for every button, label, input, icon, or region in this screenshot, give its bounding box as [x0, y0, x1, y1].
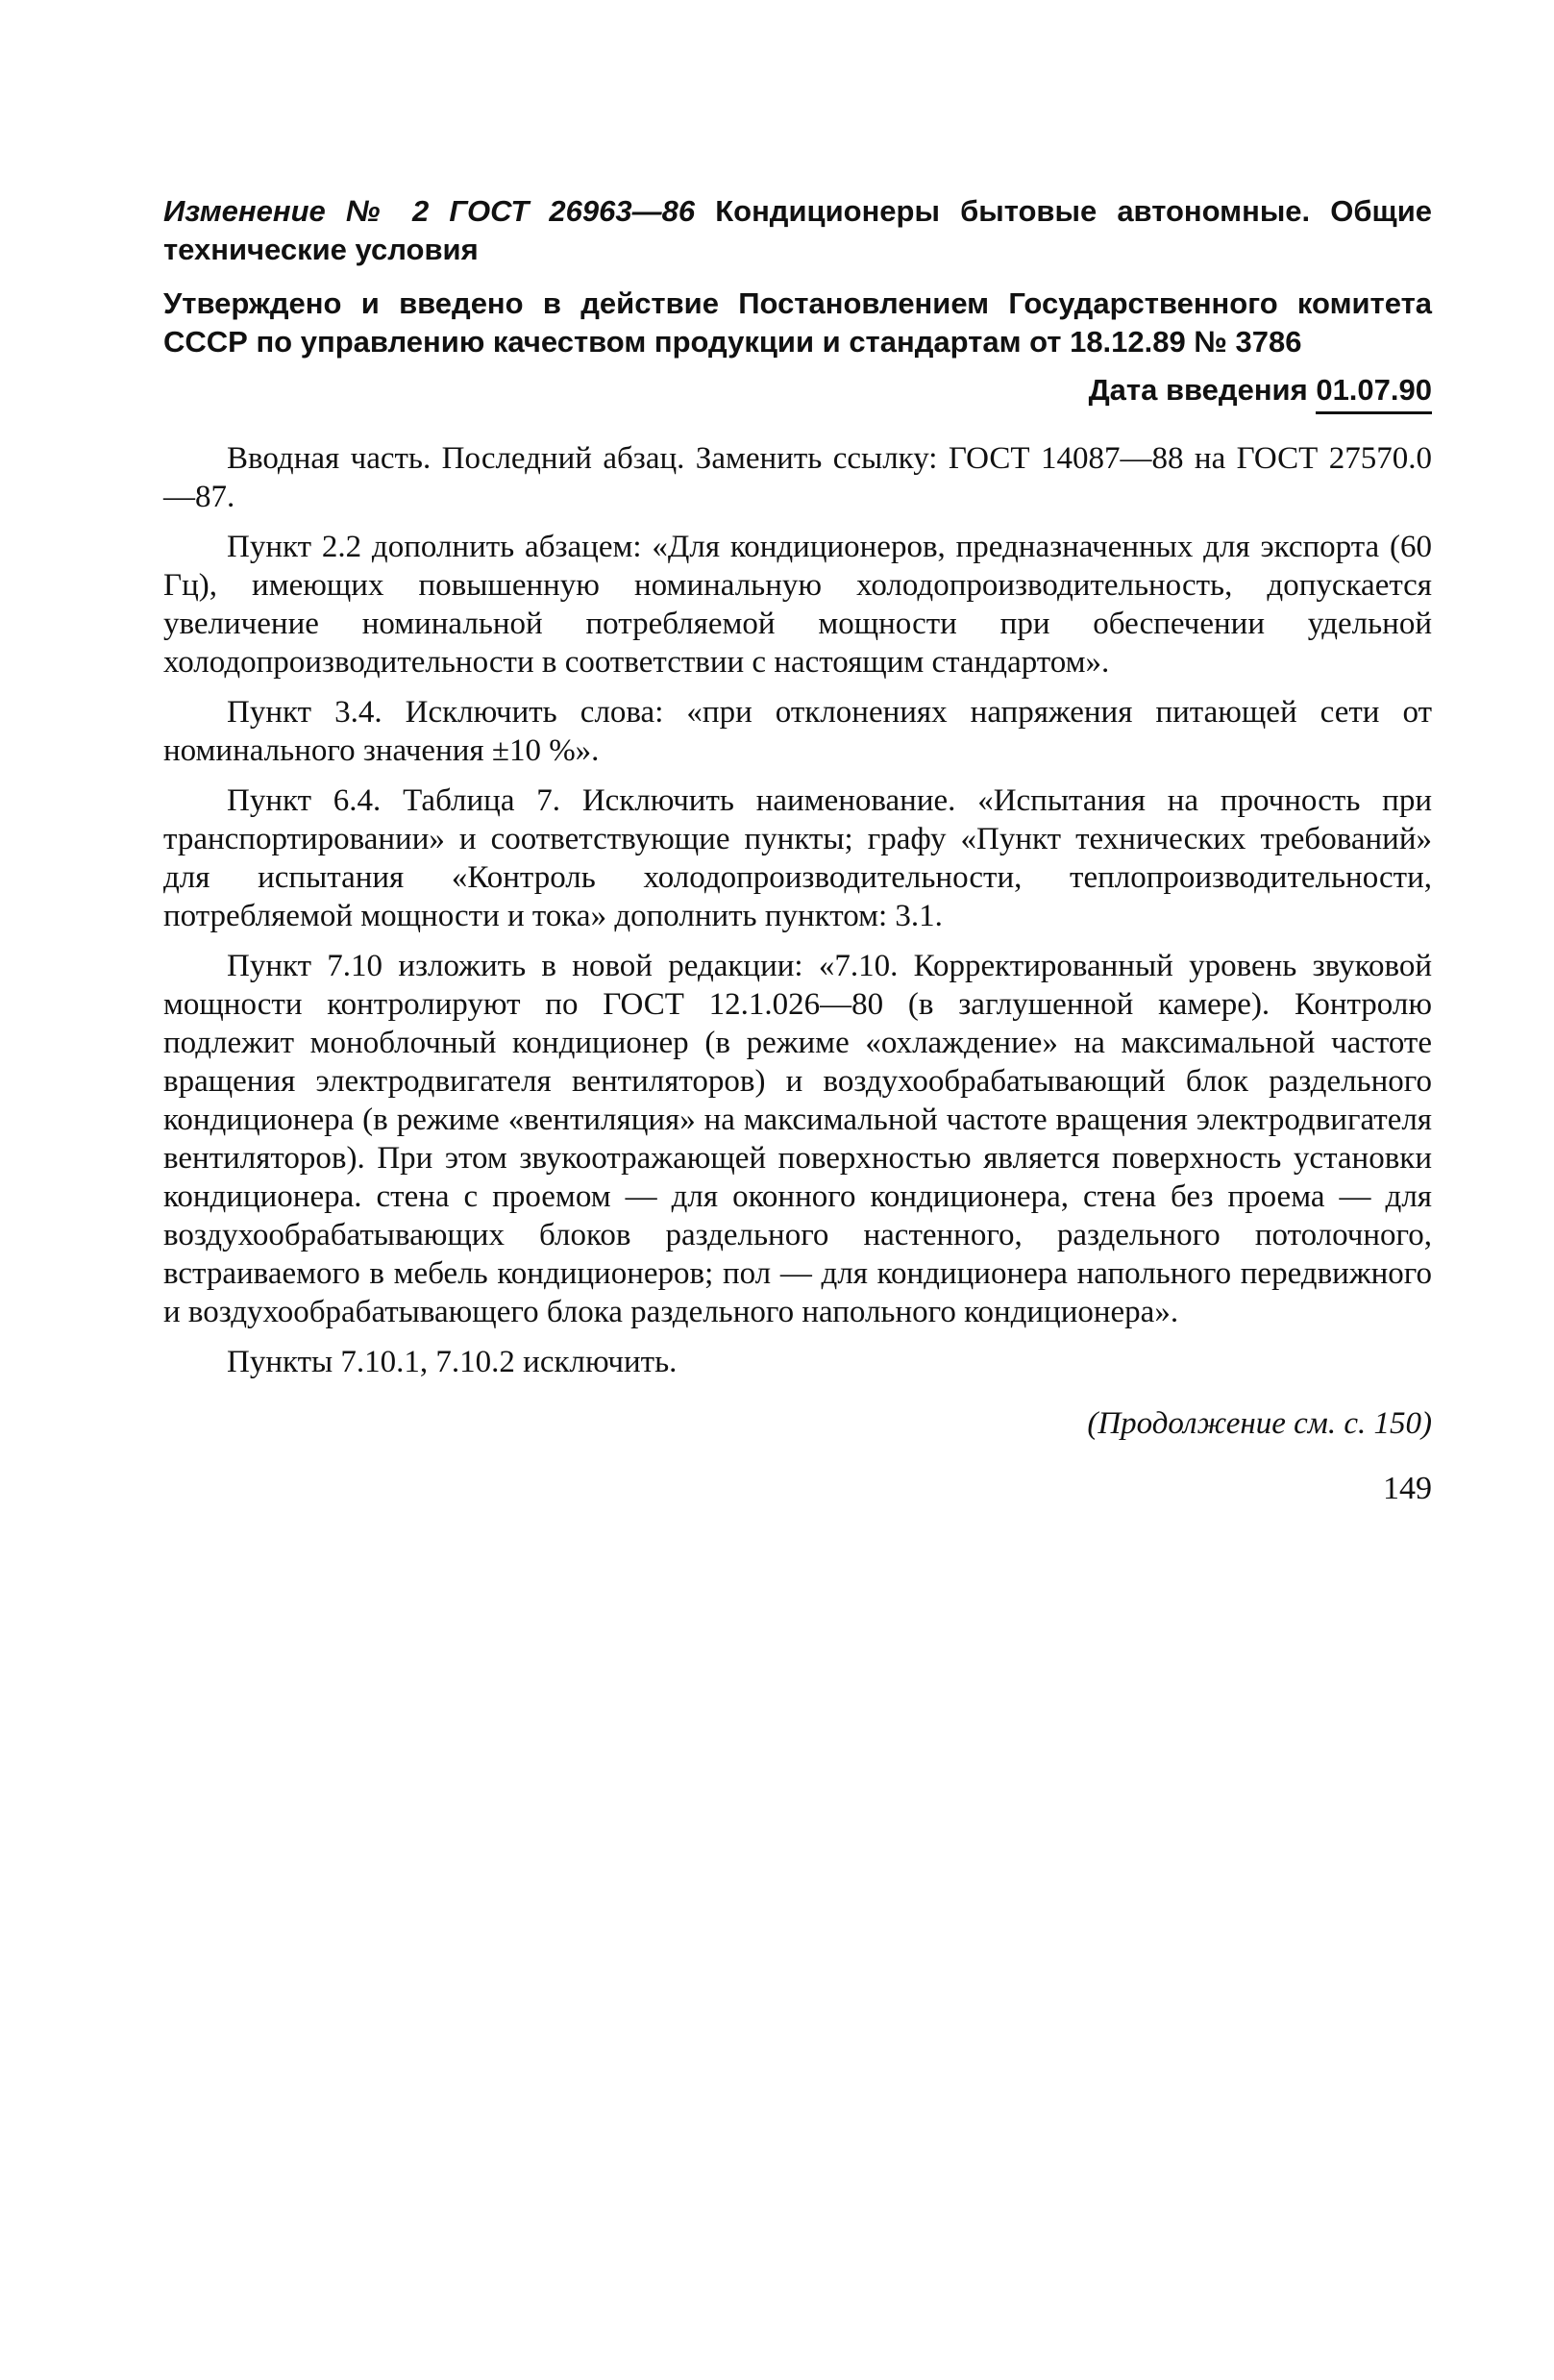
amendment-title: Изменение № 2 ГОСТ 26963—86	[163, 194, 696, 228]
approval-statement: Утверждено и введено в действие Постановлением Государственного комитета СССР по управлению качеством продукции и стандартам от 18.12.89 № 3786	[163, 286, 1432, 359]
effective-date-label: Дата введения	[1088, 373, 1308, 407]
amendment-subject: Кондиционеры бытовые автономные. Общие технические условия	[163, 194, 1432, 266]
document-page	[163, 192, 1432, 1508]
page-number: 149	[1383, 1471, 1432, 1506]
effective-date-line	[163, 371, 1432, 414]
paragraph-clause-2-2: Пункт 2.2 дополнить абзацем: «Для кондиционеров, предназначенных для экспорта (60 Гц), имеющих повышенную номинальную холодопроизводительность, допускается увеличение номинальной потребляемой мощности при обеспечении удельной холодопроизводительности в соответствии с настоящим стандартом».	[163, 530, 1432, 680]
continuation-note: (Продолжение см. с. 150)	[1087, 1406, 1432, 1441]
paragraph-clause-7-10-1: Пункты 7.10.1, 7.10.2 исключить.	[227, 1345, 678, 1379]
amendment-header	[163, 192, 1432, 269]
effective-date-value: 01.07.90	[1316, 371, 1432, 414]
paragraph-intro: Вводная часть. Последний абзац. Заменить ссылку: ГОСТ 14087—88 на ГОСТ 27570.0—87.	[163, 441, 1432, 514]
paragraph-clause-3-4: Пункт 3.4. Исключить слова: «при отклонениях напряжения питающей сети от номинального значения ±10 %».	[163, 695, 1432, 768]
paragraph-clause-7-10: Пункт 7.10 изложить в новой редакции: «7.10. Корректированный уровень звуковой мощности контролируют по ГОСТ 12.1.026—80 (в заглушенной камере). Контролю подлежит моноблочный кондиционер (в режиме «охлаждение» на максимальной частоте вращения электродвигателя вентиляторов) и воздухообрабатывающий блок раздельного кондиционера (в режиме «вентиляция» на максимальной частоте вращения электродвигателя вентиляторов). При этом звукоотражающей поверхностью является поверхность установки кондиционера. стена с проемом — для оконного кондиционера, стена без проема — для воздухообрабатывающих блоков раздельного настенного, раздельного потолочного, встраиваемого в мебель кондиционеров; пол — для кондиционера напольного передвижного и воздухообрабатывающего блока раздельного напольного кондиционера».	[163, 949, 1432, 1329]
paragraph-clause-6-4: Пункт 6.4. Таблица 7. Исключить наименование. «Испытания на прочность при транспортировании» и соответствующие пункты; графу «Пункт технических требований» для испытания «Контроль холодопроизводительности, теплопроизводительности, потребляемой мощности и тока» дополнить пунктом: 3.1.	[163, 783, 1432, 933]
